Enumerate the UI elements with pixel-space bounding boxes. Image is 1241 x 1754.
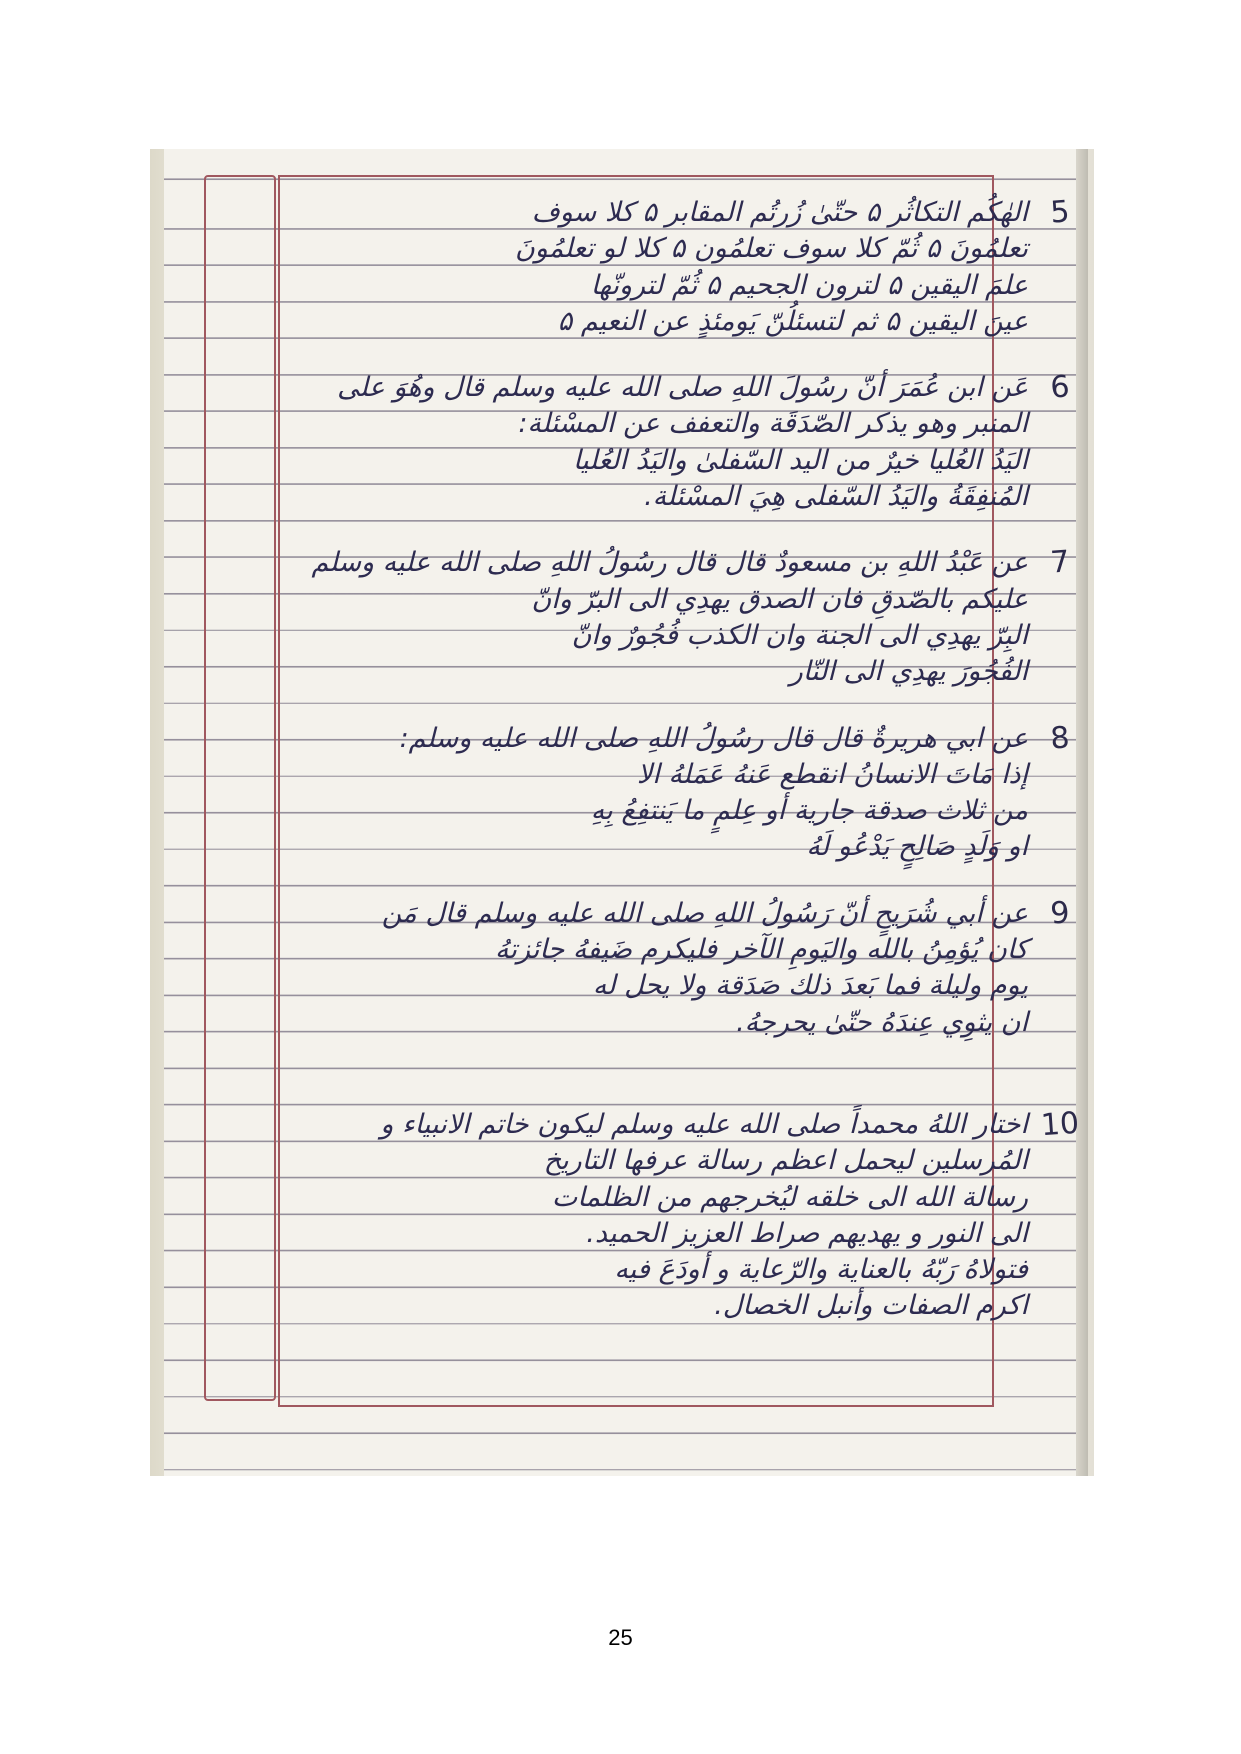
entry-number: 8 (1049, 719, 1071, 757)
text-line: تعلمُونَ ۵ ثُمّ كلا سوف تعلمُون ۵ كلا لو تعلمُونَ (514, 233, 1028, 265)
text-line: اكرم الصفات وأنبل الخصال. (714, 1290, 1028, 1322)
entry-text (250, 1107, 1028, 1325)
text-line: المُنفِقَةُ واليَدُ السّفلى هِيَ المسْئلة. (644, 481, 1028, 513)
text-line: البِرّ يهدِي الى الجنة وان الكذب فُجُورٌ وانّ (571, 619, 1028, 651)
entry-5 (250, 195, 1086, 340)
text-line: ان يثوِي عِندَهُ حتّىٰ يحرجهُ. (736, 1006, 1028, 1038)
text-line: إذا مَاتَ الانسانُ انقطع عَنهُ عَمَلهُ الا (636, 758, 1028, 790)
entry-7 (250, 545, 1086, 690)
entry-text (250, 545, 1028, 690)
entry-text (250, 721, 1028, 866)
entry-10 (250, 1107, 1086, 1325)
entry-number: 5 (1049, 194, 1071, 231)
entry-text (250, 370, 1028, 515)
text-line: الهٰكُم التكاثُر ۵ حتّىٰ زُرتُم المقابر ۵ كلا سوف (531, 197, 1028, 228)
text-line: عن عَبْدُ اللهِ بن مسعودٌ قال قال رسُولُ اللهِ صلى الله عليه وسلم (311, 547, 1028, 579)
text-line: يوم وليلة فما بَعدَ ذلك صَدَقة ولا يحل له (592, 970, 1028, 1002)
text-line: رسالة الله الى خلقه ليُخرجهم من الظلمات (551, 1181, 1028, 1213)
text-line: المنبر وهو يذكر الصّدَقَة والتعفف عن المسْئلة: (518, 408, 1028, 440)
entry-number: 10 (1039, 1105, 1081, 1144)
text-line: علمَ اليقين ۵ لترون الجحيم ۵ ثُمّ لترونّها (590, 269, 1028, 301)
text-line: اختار اللهُ محمداً صلى الله عليه وسلم ليكون خاتم الانبياء و (380, 1108, 1028, 1140)
entry-8 (250, 721, 1086, 866)
entry-text (250, 195, 1028, 340)
notebook-photo (150, 149, 1094, 1476)
text-line: او وَلَدٍ صَالِحٍ يَدْعُو لَهُ (806, 831, 1028, 863)
text-line: اليَدُ العُليا خيرٌ من اليد السّفلىٰ واليَدُ العُليا (572, 444, 1028, 476)
text-line: عن أبي شُرَيحٍ أنّ رَسُولُ اللهِ صلى الله عليه وسلم قال مَن (381, 897, 1028, 929)
text-line: عن ابي هريرةٌ قال قال رسُولُ اللهِ صلى الله عليه وسلم: (399, 722, 1028, 754)
text-line: عليكم بالصّدقِ فان الصدق يهدِي الى البرّ وانّ (531, 583, 1028, 615)
entry-number: 6 (1049, 369, 1071, 406)
text-line: الى النور و يهديهم صراط العزيز الحميد. (586, 1217, 1028, 1249)
text-line: كان يُؤمِنُ بالله واليَومِ الآخر فليكرم ضَيفهُ جائزتهُ (494, 934, 1028, 966)
text-line: عَن ابن عُمَرَ أنّ رسُولَ اللهِ صلى الله عليه وسلم قال وهُوَ على (337, 372, 1028, 404)
text-line: فتولاهُ رَبّهُ بالعناية والرّعاية و أودَعَ فيه (614, 1254, 1028, 1286)
text-line: المُرسلين ليحمل اعظم رسالة عرفها التاريخ (543, 1145, 1028, 1177)
entry-6 (250, 370, 1086, 515)
text-line: الفُجُورَ يهدِي الى النّار (789, 656, 1028, 688)
lined-notebook-page (164, 149, 1088, 1476)
entry-text (250, 896, 1028, 1041)
text-line: عينَ اليقين ۵ ثم لتسئلُنّ يَومئذٍ عن النعيم ۵ (557, 305, 1028, 337)
entry-number: 7 (1049, 544, 1071, 581)
page-number: 25 (608, 1625, 633, 1650)
text-line: من ثلاث صدقة جارية أو عِلمٍ ما يَنتفِعُ بِهِ (590, 795, 1028, 827)
entry-number: 9 (1049, 895, 1071, 932)
entry-9 (250, 896, 1086, 1041)
handwritten-content (250, 189, 1086, 1355)
